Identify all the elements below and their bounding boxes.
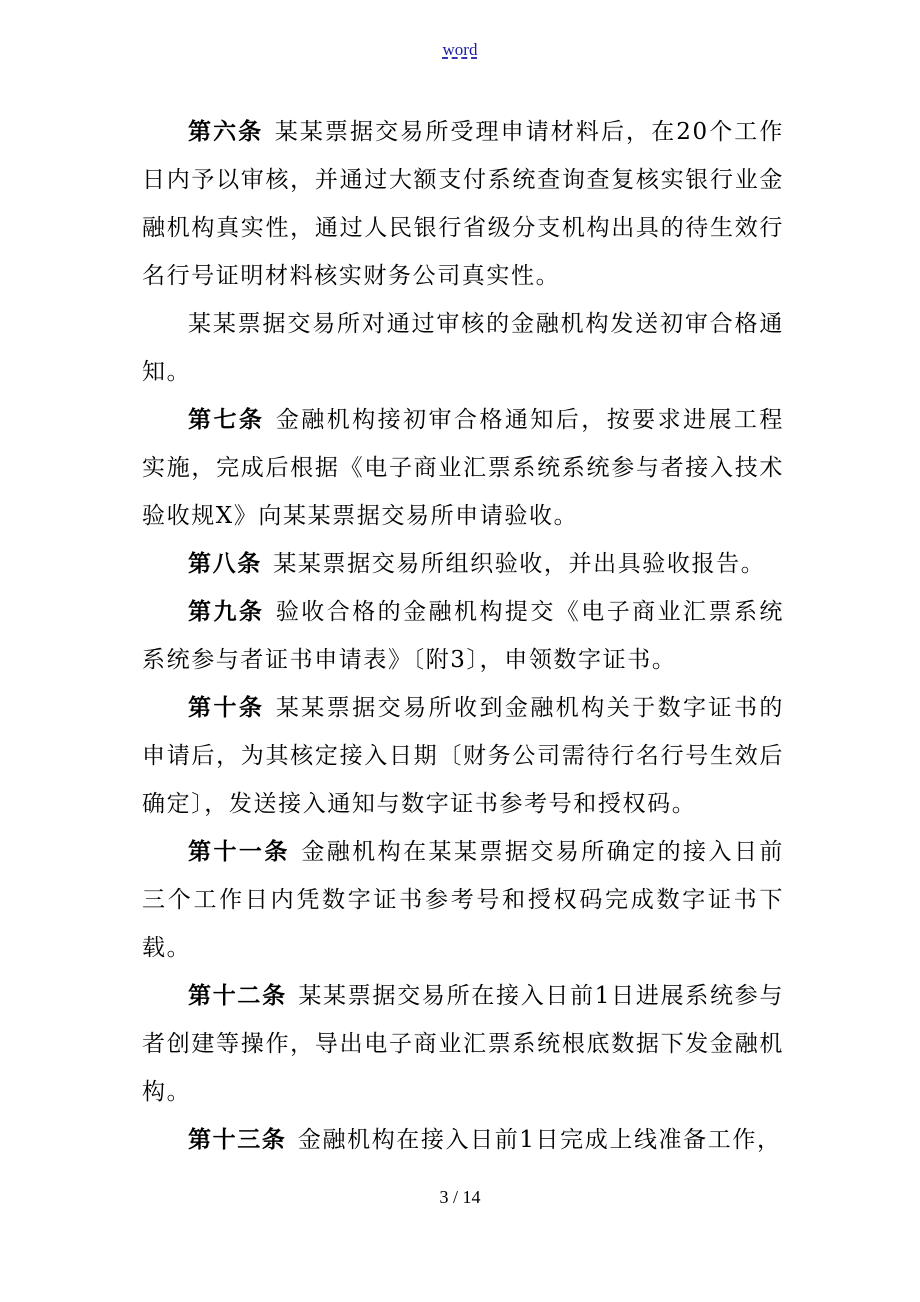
article-number: 第八条: [188, 550, 262, 577]
paragraph-article-12: [142, 972, 784, 1116]
article-number: 第十一条: [188, 838, 290, 865]
article-text: 某某票据交易所在接入日前1日进展系统参与者创建等操作，导出电子商业汇票系统根底数据下发金融机构。: [142, 983, 784, 1105]
paragraph-article-11: [142, 828, 784, 972]
paragraph-article-6: [142, 108, 784, 300]
paragraph-article-6-notice: [142, 300, 784, 396]
article-number: 第六条: [188, 118, 264, 145]
paragraph-article-13: [142, 1116, 784, 1164]
article-number: 第九条: [188, 598, 265, 625]
article-text: 某某票据交易所组织验收，并出具验收报告。: [273, 551, 766, 577]
paragraph-article-8: [142, 540, 784, 588]
page-number: 3 / 14: [439, 1187, 481, 1207]
article-number: 第七条: [188, 406, 265, 433]
article-text: 金融机构在接入日前1日完成上线准备工作，: [297, 1127, 782, 1153]
article-text: 验收合格的金融机构提交《电子商业汇票系统系统参与者证书申请表》〔附3〕，申领数字证书。: [142, 599, 784, 673]
document-body: [142, 108, 784, 1164]
article-text: 金融机构接初审合格通知后，按要求进展工程实施，完成后根据《电子商业汇票系统系统参与者接入技术验收规X》向某某票据交易所申请验收。: [142, 407, 784, 529]
article-text: 金融机构在某某票据交易所确定的接入日前三个工作日内凭数字证书参考号和授权码完成数字证书下载。: [142, 839, 785, 961]
article-number: 第十条: [188, 694, 265, 721]
article-number: 第十三条: [188, 1126, 287, 1153]
paragraph-article-10: [142, 684, 784, 828]
paragraph-article-9: [142, 588, 784, 684]
article-text: 某某票据交易所收到金融机构关于数字证书的申请后，为其核定接入日期〔财务公司需待行名行号生效后确定〕，发送接入通知与数字证书参考号和授权码。: [142, 695, 784, 817]
article-number: 第十二条: [188, 982, 287, 1009]
article-text: 某某票据交易所对通过审核的金融机构发送初审合格通知。: [142, 311, 784, 385]
paragraph-article-7: [142, 396, 784, 540]
article-text: 某某票据交易所受理申请材料后，在20个工作日内予以审核，并通过大额支付系统查询查复核实银行业金融机构真实性，通过人民银行省级分支机构出具的待生效行名行号证明材料核实财务公司真实性。: [142, 119, 784, 289]
header-word-link[interactable]: word: [442, 40, 478, 59]
